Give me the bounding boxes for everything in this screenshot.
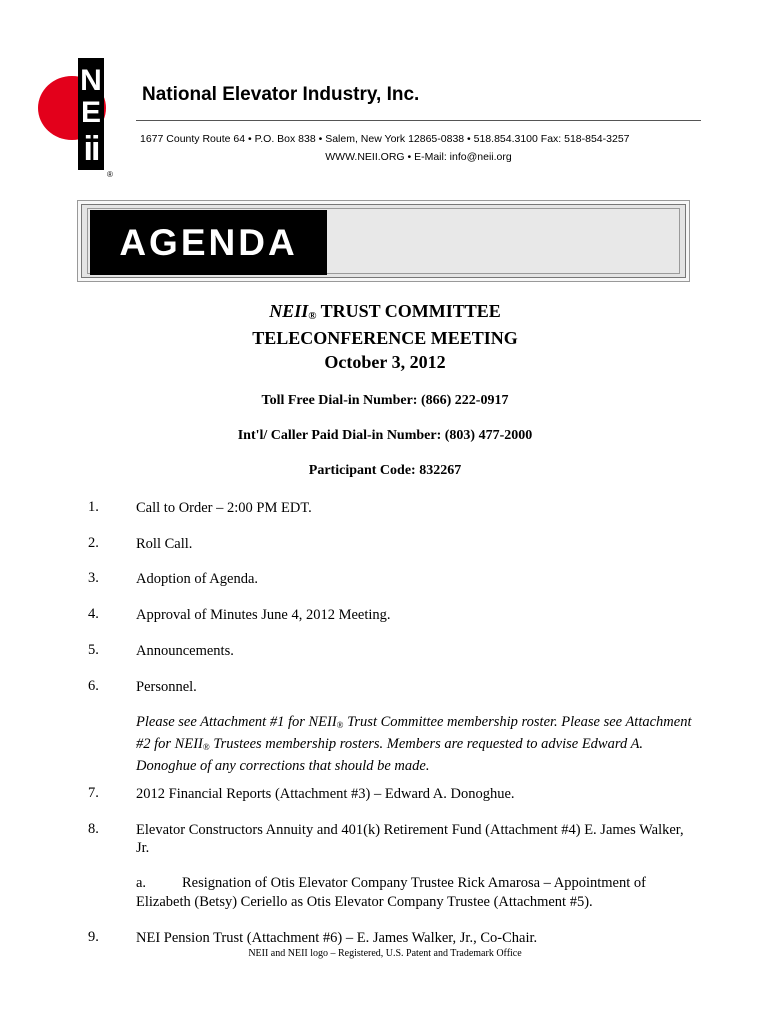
web-email-line: WWW.NEII.ORG • E-Mail: info@neii.org	[325, 151, 512, 163]
svg-text:ii: ii	[83, 130, 99, 168]
svg-text:N: N	[80, 64, 102, 97]
neii-logo	[36, 56, 118, 180]
agenda-item: 2012 Financial Reports (Attachment #3) – Edward A. Donoghue.	[136, 786, 515, 802]
agenda-item: Roll Call.	[136, 536, 193, 552]
registered-mark: ®	[202, 742, 210, 752]
item-number: 2.	[88, 535, 99, 551]
item-number: 9.	[88, 929, 99, 945]
item-number: 8.	[88, 821, 99, 837]
sub-item-a	[136, 874, 696, 912]
trademark-footer: NEII and NEII logo – Registered, U.S. Patent and Trademark Office	[248, 948, 522, 959]
agenda-item: Adoption of Agenda.	[136, 571, 259, 587]
header-divider	[136, 120, 701, 121]
neii-title-prefix: NEII	[269, 301, 309, 321]
svg-text:E: E	[80, 96, 102, 129]
agenda-item: Elevator Constructors Annuity and 401(k) Retirement Fund (Attachment #4) E. James Walker, Jr.	[136, 822, 684, 856]
item-number: 1.	[88, 499, 99, 515]
meeting-title	[0, 301, 770, 322]
note-text: Trust Committee membership roster. Please see Attachment #2 for NEII	[136, 714, 692, 752]
sub-item-label: a.	[136, 875, 147, 891]
meeting-subtitle: TELECONFERENCE MEETING	[252, 328, 518, 348]
item-number: 7.	[88, 785, 99, 801]
agenda-item: NEI Pension Trust (Attachment #6) – E. James Walker, Jr., Co-Chair.	[136, 930, 538, 946]
item-number: 6.	[88, 678, 99, 694]
agenda-item: Announcements.	[136, 643, 234, 659]
meeting-date: October 3, 2012	[324, 352, 446, 372]
sub-item-text: Resignation of Otis Elevator Company Trustee Rick Amarosa – Appointment of Elizabeth (Betsy) Ceriello as Otis Elevator Company Trustee (Attachment #5).	[136, 875, 646, 910]
item-number: 3.	[88, 570, 99, 586]
personnel-note	[136, 713, 696, 776]
agenda-item: Approval of Minutes June 4, 2012 Meeting.	[136, 607, 391, 623]
registered-mark: ®	[308, 310, 317, 322]
agenda-item: Call to Order – 2:00 PM EDT.	[136, 500, 312, 516]
svg-text:®: ®	[107, 170, 113, 179]
address-line: 1677 County Route 64 • P.O. Box 838 • Salem, New York 12865-0838 • 518.854.3100 Fax: 518-854-3257	[140, 133, 630, 145]
note-text: Trustees membership rosters. Members are requested to advise Edward A. Donoghue of any corrections that should be made.	[136, 736, 644, 774]
registered-mark: ®	[336, 720, 344, 730]
org-name: National Elevator Industry, Inc.	[142, 84, 420, 105]
note-text: Please see Attachment #1 for NEII	[136, 714, 337, 730]
title-rest: TRUST COMMITTEE	[316, 301, 501, 321]
item-number: 5.	[88, 642, 99, 658]
intl-number: Int'l/ Caller Paid Dial-in Number: (803) 477-2000	[237, 428, 533, 443]
toll-free-number: Toll Free Dial-in Number: (866) 222-0917	[261, 393, 509, 408]
participant-code: Participant Code: 832267	[308, 463, 462, 478]
agenda-heading: AGENDA	[90, 210, 327, 275]
agenda-item: Personnel.	[136, 679, 197, 695]
item-number: 4.	[88, 606, 99, 622]
